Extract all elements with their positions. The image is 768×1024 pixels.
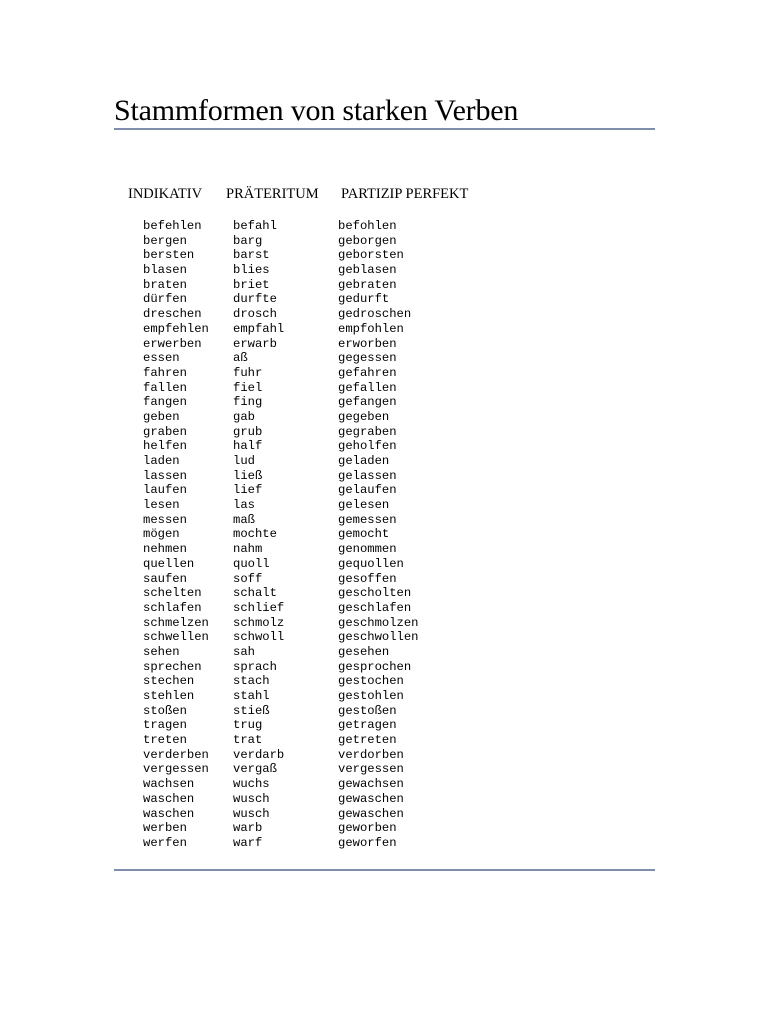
verb-preterite: warf bbox=[233, 835, 263, 850]
verb-infinitive: befehlen bbox=[143, 219, 202, 233]
verb-preterite: barg bbox=[233, 233, 263, 248]
verb-participle: gegeben bbox=[338, 409, 390, 424]
verb-participle: gelassen bbox=[338, 468, 397, 483]
header-preterite: PRÄTERITUM bbox=[226, 186, 319, 202]
verb-participle: gewaschen bbox=[338, 806, 404, 821]
verb-participle: geborgen bbox=[338, 233, 397, 248]
verb-preterite: nahm bbox=[233, 542, 263, 557]
verb-participle: gewachsen bbox=[338, 777, 404, 792]
verb-preterite: briet bbox=[233, 277, 270, 292]
verb-infinitive: fahren bbox=[143, 365, 187, 380]
verb-preterite: soff bbox=[233, 571, 263, 586]
verb-participle: gebraten bbox=[338, 277, 397, 292]
verb-participle: gegessen bbox=[338, 351, 397, 366]
verb-preterite: blies bbox=[233, 263, 270, 278]
verb-infinitive: wachsen bbox=[143, 777, 195, 792]
verb-infinitive: stoßen bbox=[143, 703, 187, 718]
verb-infinitive: messen bbox=[143, 512, 187, 527]
verb-participle: gefahren bbox=[338, 365, 397, 380]
verb-infinitive: vergessen bbox=[143, 762, 209, 777]
verb-participle: gesehen bbox=[338, 644, 390, 659]
verb-participle: gefallen bbox=[338, 380, 397, 395]
verb-infinitive: sprechen bbox=[143, 659, 202, 674]
verb-infinitive: tragen bbox=[143, 718, 187, 733]
verb-infinitive: stechen bbox=[143, 674, 195, 689]
verb-infinitive: schmelzen bbox=[143, 615, 209, 630]
verb-infinitive: stehlen bbox=[143, 689, 195, 703]
verb-infinitive: dreschen bbox=[143, 307, 202, 322]
verb-preterite: barst bbox=[233, 248, 270, 263]
verb-infinitive: helfen bbox=[143, 439, 187, 454]
verb-infinitive: geben bbox=[143, 409, 180, 424]
verb-preterite: drosch bbox=[233, 307, 277, 322]
verb-infinitive: bergen bbox=[143, 233, 187, 248]
verb-infinitive: quellen bbox=[143, 556, 195, 571]
verb-infinitive: schelten bbox=[143, 586, 202, 601]
verb-preterite: durfte bbox=[233, 292, 277, 307]
verb-participle: gedurft bbox=[338, 292, 390, 307]
verb-infinitive: lassen bbox=[143, 468, 187, 483]
verb-participle: geladen bbox=[338, 454, 390, 468]
verb-participle: gemessen bbox=[338, 512, 397, 527]
verb-participle: geblasen bbox=[338, 263, 397, 278]
verb-participle: gestoßen bbox=[338, 703, 397, 718]
verb-preterite: gab bbox=[233, 409, 255, 424]
verb-preterite: wusch bbox=[233, 791, 270, 806]
verb-preterite: fiel bbox=[233, 380, 263, 395]
verb-preterite: sprach bbox=[233, 659, 277, 674]
verb-participle: gelaufen bbox=[338, 483, 397, 498]
verb-preterite: sah bbox=[233, 644, 255, 659]
verb-participle: vergessen bbox=[338, 762, 404, 777]
verb-participle: empfohlen bbox=[338, 321, 404, 336]
verb-infinitive: essen bbox=[143, 351, 180, 366]
verb-preterite: schmolz bbox=[233, 615, 285, 630]
verb-participle: gegraben bbox=[338, 424, 397, 439]
verb-infinitive: waschen bbox=[143, 791, 195, 806]
verb-participle: gequollen bbox=[338, 556, 404, 571]
verb-preterite: fing bbox=[233, 395, 263, 410]
verb-preterite: lud bbox=[233, 454, 255, 468]
title-divider bbox=[114, 128, 655, 130]
verb-preterite: mochte bbox=[233, 527, 277, 542]
verb-preterite: las bbox=[233, 498, 255, 513]
verb-infinitive: dürfen bbox=[143, 292, 187, 307]
verb-participle: geholfen bbox=[338, 439, 397, 454]
verb-participle: geworben bbox=[338, 821, 397, 836]
verb-preterite: ließ bbox=[233, 468, 263, 483]
verb-preterite: warb bbox=[233, 821, 263, 836]
verb-preterite: schlief bbox=[233, 600, 285, 615]
verb-preterite: stahl bbox=[233, 689, 270, 703]
verb-participle: geschwollen bbox=[338, 630, 419, 645]
verb-preterite: half bbox=[233, 439, 263, 454]
verb-preterite: trug bbox=[233, 718, 263, 733]
page-title: Stammformen von starken Verben bbox=[114, 94, 519, 127]
verb-participle: geschmolzen bbox=[338, 615, 419, 630]
verb-preterite: aß bbox=[233, 351, 248, 366]
verb-infinitive: waschen bbox=[143, 806, 195, 821]
verb-infinitive: werfen bbox=[143, 835, 187, 850]
verb-preterite: schwoll bbox=[233, 630, 285, 645]
verb-participle: getreten bbox=[338, 733, 397, 748]
verb-participle: befohlen bbox=[338, 219, 397, 233]
verb-participle: gestochen bbox=[338, 674, 404, 689]
verb-preterite: wuchs bbox=[233, 777, 270, 792]
verb-infinitive: verderben bbox=[143, 747, 209, 762]
verb-preterite: vergaß bbox=[233, 762, 277, 777]
verb-infinitive: mögen bbox=[143, 527, 180, 542]
verb-preterite: wusch bbox=[233, 806, 270, 821]
verb-participle: gesoffen bbox=[338, 571, 397, 586]
verb-infinitive: lesen bbox=[143, 498, 180, 513]
verb-infinitive: schlafen bbox=[143, 600, 202, 615]
verb-preterite: quoll bbox=[233, 556, 270, 571]
verb-participle: verdorben bbox=[338, 747, 404, 762]
verb-infinitive: fangen bbox=[143, 395, 187, 410]
verb-infinitive: werben bbox=[143, 821, 187, 836]
verb-infinitive: sehen bbox=[143, 644, 180, 659]
verb-infinitive: braten bbox=[143, 277, 187, 292]
header-infinitive: INDIKATIV bbox=[128, 186, 203, 202]
verb-preterite: befahl bbox=[233, 219, 277, 233]
verb-preterite: schalt bbox=[233, 586, 277, 601]
bottom-divider bbox=[114, 869, 655, 871]
verb-infinitive: graben bbox=[143, 424, 187, 439]
verb-infinitive: bersten bbox=[143, 248, 195, 263]
verb-infinitive: fallen bbox=[143, 380, 187, 395]
verb-infinitive: empfehlen bbox=[143, 321, 209, 336]
verb-participle: erworben bbox=[338, 336, 397, 351]
verb-preterite: stach bbox=[233, 674, 270, 689]
verb-preterite: grub bbox=[233, 424, 263, 439]
verb-participle: geschlafen bbox=[338, 600, 412, 615]
verb-preterite: erwarb bbox=[233, 336, 277, 351]
verb-participle: gefangen bbox=[338, 395, 397, 410]
verb-preterite: fuhr bbox=[233, 365, 263, 380]
verb-participle: gestohlen bbox=[338, 689, 404, 703]
verb-participle: gescholten bbox=[338, 586, 412, 601]
verb-participle: gewaschen bbox=[338, 791, 404, 806]
verb-infinitive: erwerben bbox=[143, 336, 202, 351]
verb-participle: gedroschen bbox=[338, 307, 412, 322]
verb-participle: geworfen bbox=[338, 835, 397, 850]
verb-participle: gesprochen bbox=[338, 659, 412, 674]
verb-preterite: stieß bbox=[233, 703, 270, 718]
verb-participle: gelesen bbox=[338, 498, 390, 513]
verb-infinitive: laufen bbox=[143, 483, 187, 498]
verb-preterite: lief bbox=[233, 483, 263, 498]
verb-participle: gemocht bbox=[338, 527, 390, 542]
verb-preterite: trat bbox=[233, 733, 263, 748]
verb-infinitive: schwellen bbox=[143, 630, 209, 645]
verb-participle: getragen bbox=[338, 718, 397, 733]
verb-preterite: verdarb bbox=[233, 747, 285, 762]
verb-participle: geborsten bbox=[338, 248, 404, 263]
verb-preterite: maß bbox=[233, 512, 255, 527]
header-participle: PARTIZIP PERFEKT bbox=[341, 186, 469, 202]
verb-preterite: empfahl bbox=[233, 321, 285, 336]
verb-infinitive: laden bbox=[143, 454, 180, 468]
verb-infinitive: blasen bbox=[143, 263, 187, 278]
verb-infinitive: treten bbox=[143, 733, 187, 748]
verb-participle: genommen bbox=[338, 542, 397, 557]
verb-infinitive: saufen bbox=[143, 571, 187, 586]
verb-infinitive: nehmen bbox=[143, 542, 187, 557]
